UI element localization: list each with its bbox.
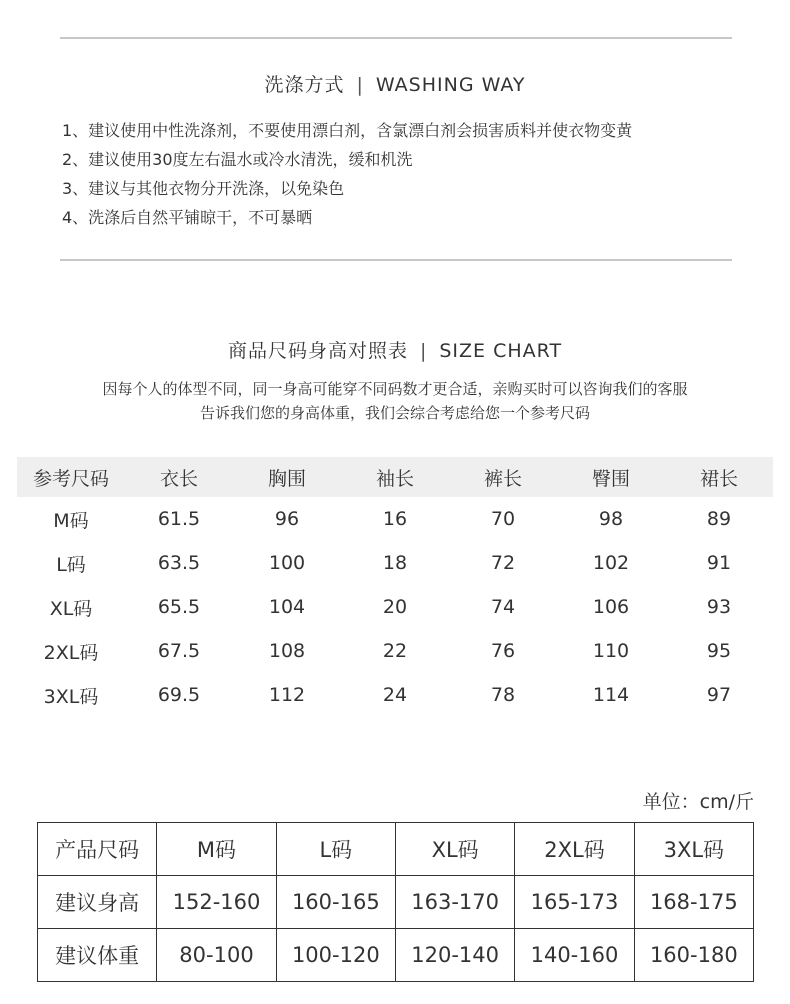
table-cell: 70 [490,508,516,530]
size-chart-note-line: 因每个人的体型不同，同一身高可能穿不同码数才更合适，亲购买时可以咨询我们的客服 [102,380,688,398]
washing-instruction: 4、洗涤后自然平铺晾干，不可暴晒 [62,208,313,227]
table-cell: 69.5 [157,684,201,706]
unit-label: 单位：cm/斤 [642,791,754,813]
header-cell: 3XL码 [634,823,753,876]
recommended-size-table [37,822,754,982]
table-cell: 106 [592,596,630,618]
table-cell: 2XL码 [43,641,99,664]
header-cell: M码 [157,823,276,876]
table-cell: L码 [56,553,86,576]
top-divider [60,37,732,39]
table-cell: 67.5 [157,640,201,662]
table-cell: 100-120 [276,929,395,982]
size-chart-table [17,457,773,717]
washing-instruction: 2、建议使用30度左右温水或冷水清洗，缓和机洗 [62,150,413,169]
table-cell: 114 [592,684,630,706]
table-cell: 65.5 [157,596,201,618]
table-cell: 建议身高 [38,876,157,929]
table-cell: 165-173 [515,876,634,929]
table-row [17,673,773,717]
table-cell: 168-175 [634,876,753,929]
table-cell: 140-160 [515,929,634,982]
table-row [17,629,773,673]
table-cell: 152-160 [157,876,276,929]
table-cell: 91 [706,552,732,574]
table-cell: 20 [382,596,408,618]
table-cell: 93 [706,596,732,618]
washing-title-cn: 洗涤方式 [264,74,345,96]
recommend-header-row [38,823,754,876]
table-cell: 建议体重 [38,929,157,982]
table-cell: 120-140 [395,929,514,982]
table-row [17,541,773,585]
table-cell: 22 [382,640,408,662]
washing-instructions-list [62,116,632,232]
table-cell: 104 [268,596,306,618]
size-chart-title [0,336,790,363]
header-cell: 产品尺码 [38,823,157,876]
table-cell: 100 [268,552,306,574]
table-cell: 110 [592,640,630,662]
table-cell: 160-180 [634,929,753,982]
table-cell: 18 [382,552,408,574]
table-cell: XL码 [49,597,93,620]
table-row [38,876,754,929]
table-cell: 95 [706,640,732,662]
table-cell: 160-165 [276,876,395,929]
header-cell: L码 [276,823,395,876]
washing-instruction: 3、建议与其他衣物分开洗涤，以免染色 [62,179,345,198]
table-row [38,929,754,982]
washing-title-en: WASHING WAY [375,74,526,96]
header-cell: 臀围 [557,457,665,497]
header-cell: 袖长 [341,457,449,497]
washing-instruction: 1、建议使用中性洗涤剂，不要使用漂白剂，含氯漂白剂会损害质料并使衣物变黄 [62,121,633,140]
table-row [17,497,773,541]
header-cell: 衣长 [125,457,233,497]
table-cell: M码 [53,509,89,532]
table-cell: 63.5 [157,552,201,574]
header-cell: XL码 [395,823,514,876]
table-cell: 108 [268,640,306,662]
table-row [17,585,773,629]
table-cell: 74 [490,596,516,618]
table-cell: 72 [490,552,516,574]
washing-title [0,70,790,97]
table-cell: 98 [598,508,624,530]
size-chart-note-line: 告诉我们您的身高体重，我们会综合考虑给您一个参考尺码 [199,404,590,422]
header-cell: 胸围 [233,457,341,497]
table-cell: 24 [382,684,408,706]
header-cell: 参考尺码 [17,457,125,497]
table-cell: 163-170 [395,876,514,929]
header-cell: 2XL码 [515,823,634,876]
size-chart-header-row [17,457,773,497]
header-cell: 裙长 [665,457,773,497]
size-chart-note [0,377,790,425]
middle-divider [60,259,732,261]
table-cell: 16 [382,508,408,530]
table-cell: 112 [268,684,306,706]
table-cell: 78 [490,684,516,706]
size-chart-title-en: SIZE CHART [439,340,563,362]
table-cell: 89 [706,508,732,530]
table-cell: 102 [592,552,630,574]
table-cell: 97 [706,684,732,706]
table-cell: 76 [490,640,516,662]
table-cell: 80-100 [157,929,276,982]
table-cell: 61.5 [157,508,201,530]
title-separator: | [419,340,428,362]
title-separator: | [356,74,364,96]
table-cell: 3XL码 [43,685,99,708]
table-cell: 96 [274,508,300,530]
size-chart-title-cn: 商品尺码身高对照表 [227,340,408,362]
header-cell: 裤长 [449,457,557,497]
